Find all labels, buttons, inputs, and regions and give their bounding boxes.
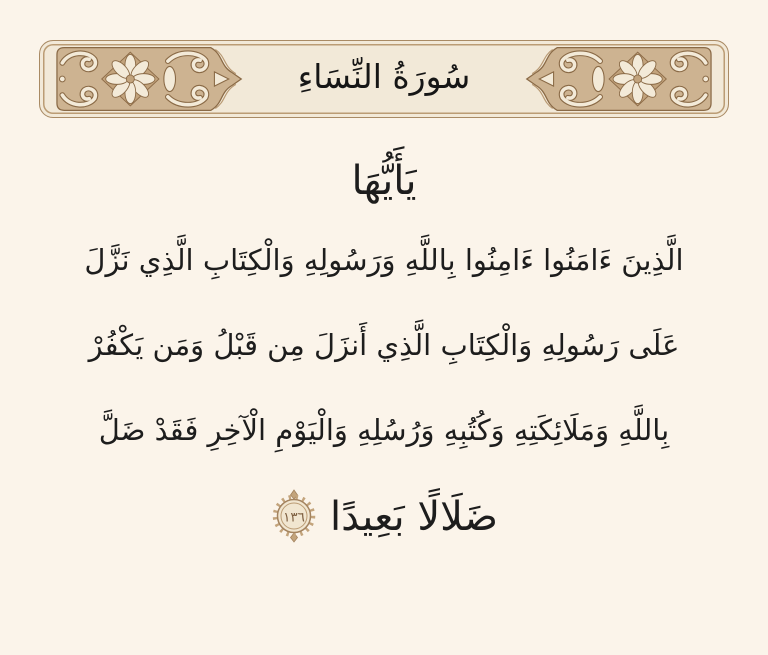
quran-page <box>0 40 768 655</box>
verse-line-5 <box>0 473 768 574</box>
surah-header-banner <box>39 40 729 118</box>
verse-line-1: يَأَيُّهَا <box>351 158 417 204</box>
verse-line-4: بِاللَّهِ وَمَلَائِكَتِهِ وَكُتُبِهِ وَرُسُلِهِ وَالْيَوْمِ الْآخِرِ فَقَدْ ضَلَّ <box>98 413 670 447</box>
surah-title-area <box>256 45 512 113</box>
verse-number-text: ١٣٦ <box>283 509 305 526</box>
verse-line-3: عَلَى رَسُولِهِ وَالْكِتَابِ الَّذِي أَنزَلَ مِن قَبْلُ وَمَن يَكْفُرْ <box>88 328 680 362</box>
header-ornament-right-icon <box>512 45 724 113</box>
verse-text-block <box>0 144 768 574</box>
verse-line-2: الَّذِينَ ءَامَنُوا ءَامِنُوا بِاللَّهِ وَرَسُولِهِ وَالْكِتَابِ الَّذِي نَزَّلَ <box>84 243 684 277</box>
verse-number-medallion <box>270 486 318 574</box>
header-ornament-left-icon <box>44 45 256 113</box>
surah-title: سُورَةُ النِّسَاءِ <box>297 56 471 96</box>
verse-line-5-text: ضَلَالًا بَعِيدًا <box>330 494 498 540</box>
